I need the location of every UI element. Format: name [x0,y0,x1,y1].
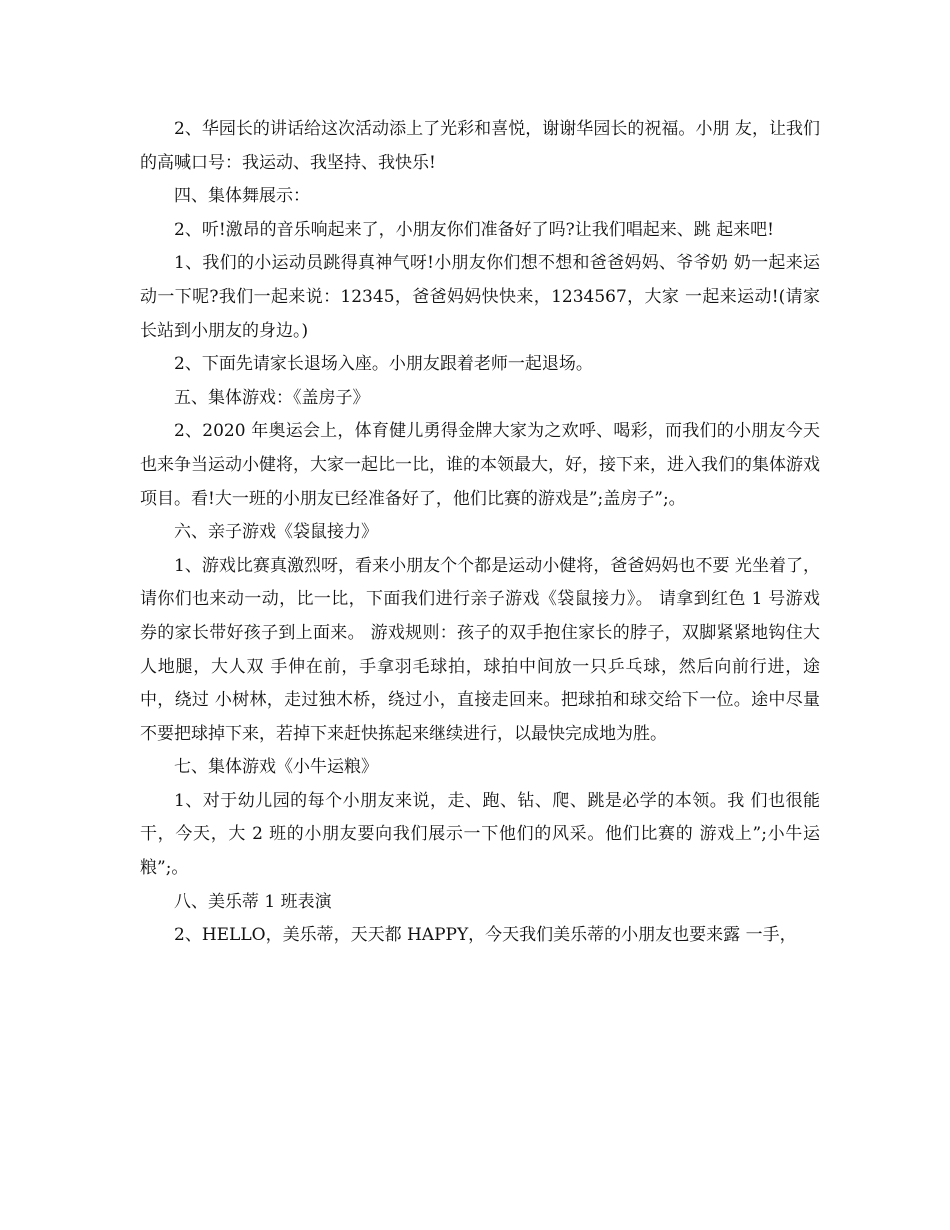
paragraph: 2、听!激昂的音乐响起来了，小朋友你们准备好了吗?让我们唱起来、跳 起来吧! [174,219,774,240]
paragraph: 1、我们的小运动员跳得真神气呀!小朋友你们想不想和爸爸妈妈、爷爷奶 奶一起来运动一下呢?我们一起来说：12345，爸爸妈妈快快来，1234567，大家 一起来运动!(请家长站到小朋友的身边。) [140,253,820,341]
section-heading: 四、集体舞展示： [174,186,310,207]
section-heading: 八、美乐蒂 1 班表演 [174,891,332,912]
paragraph: 2、下面先请家长退场入座。小朋友跟着老师一起退场。 [174,354,593,375]
section-heading: 五、集体游戏：《盖房子》 [174,387,370,408]
paragraph: 1、游戏比赛真激烈呀，看来小朋友个个都是运动小健将，爸爸妈妈也不要 光坐着了，请你们也来动一动，比一比，下面我们进行亲子游戏《袋鼠接力》。 请拿到红色 1 号游戏券的家长带好孩子到上面来。 游戏规则：孩子的双手抱住家长的脖子，双脚紧紧地钩住大人地腿，大人双 手伸在前，手拿羽毛球拍，球拍中间放一只乒乓球，然后向前行进，途中，绕过 小树林，走过独木桥，绕过小，直接走回来。把球拍和球交给下一位。途中尽量 不要把球掉下来，若掉下来赶快拣起来继续进行，以最快完成地为胜。 [140,555,820,744]
paragraph: 2、2020 年奥运会上，体育健儿勇得金牌大家为之欢呼、喝彩，而我们的小朋友今天也来争当运动小健将，大家一起比一比，谁的本领最大，好，接下来，进入我们的集体游戏项目。看!大一班的小朋友已经准备好了，他们比赛的游戏是”;盖房子”;。 [140,421,820,509]
section-heading: 七、集体游戏《小牛运粮》 [174,757,378,778]
section-heading: 六、亲子游戏《袋鼠接力》 [174,522,378,543]
document-page [140,113,820,953]
paragraph: 1、对于幼儿园的每个小朋友来说，走、跑、钻、爬、跳是必学的本领。我 们也很能干，今天，大 2 班的小朋友要向我们展示一下他们的风采。他们比赛的 游戏上”;小牛运粮”;。 [140,790,820,879]
paragraph: 2、HELLO，美乐蒂，天天都 HAPPY，今天我们美乐蒂的小朋友也要来露 一手， [174,925,797,946]
paragraph: 2、华园长的讲话给这次活动添上了光彩和喜悦，谢谢华园长的祝福。小朋 友，让我们的高喊口号：我运动、我坚持、我快乐! [140,119,820,173]
